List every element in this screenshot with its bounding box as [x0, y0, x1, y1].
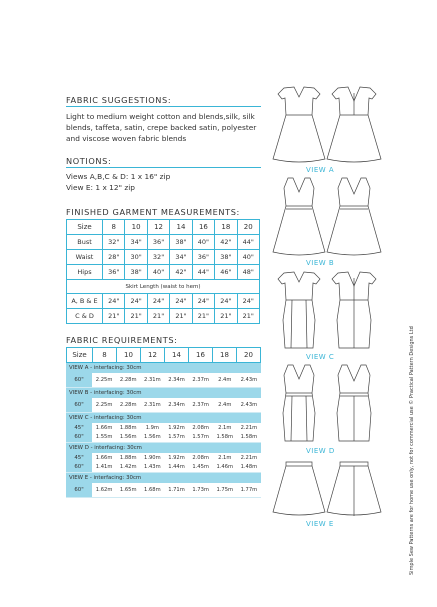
table-row — [66, 423, 261, 443]
table-cell: 2.25m — [95, 377, 113, 383]
value-60: 1.45m — [192, 464, 209, 470]
table-cell: 48" — [237, 265, 259, 280]
table-cell — [189, 453, 213, 472]
table-cell: 2.37m — [192, 377, 209, 383]
table-cell: 1.65m — [119, 487, 137, 493]
table-cell: 1.73m — [192, 487, 209, 493]
value-45: 1.90m — [144, 455, 161, 461]
value-60: 1.46m — [216, 464, 234, 470]
value-60: 1.42m — [119, 464, 137, 470]
fabric-suggestions-rule — [66, 106, 261, 107]
size-cell: 20 — [244, 351, 253, 359]
view-d-label: VIEW D — [306, 447, 335, 455]
measurements-header-cell: Size — [67, 220, 103, 235]
notions-rule — [66, 167, 261, 168]
fabric-width — [66, 423, 92, 442]
value-60: 1.58m — [216, 434, 234, 440]
table-cell: 24" — [170, 294, 192, 309]
table-cell: 2.28m — [119, 377, 137, 383]
measurements-header-cell: 10 — [125, 220, 147, 235]
table-cell: 1.77m — [240, 487, 258, 493]
table-cell — [213, 423, 237, 442]
view-a-drawing — [270, 85, 385, 167]
table-cell: 21" — [103, 309, 125, 324]
table-cell — [140, 423, 164, 442]
table-cell: 32" — [103, 235, 125, 250]
table-row — [66, 398, 261, 413]
table-cell: 38" — [125, 265, 147, 280]
table-cell: 21" — [147, 309, 169, 324]
value-60: 1.41m — [95, 464, 113, 470]
value-45: 2.08m — [192, 455, 209, 461]
table-cell: 24" — [192, 294, 214, 309]
value-45: 2.21m — [240, 455, 258, 461]
table-cell: 24" — [215, 294, 237, 309]
table-cell: 24" — [125, 294, 147, 309]
value-45: 2.1m — [218, 455, 232, 461]
table-row — [66, 453, 261, 473]
size-cell: 16 — [189, 348, 213, 362]
table-cell: 21" — [237, 309, 259, 324]
table-cell: 30" — [125, 250, 147, 265]
table-cell: 40" — [237, 250, 259, 265]
table-cell — [237, 423, 261, 442]
measurements-header-cell: 20 — [237, 220, 259, 235]
view-b-header: VIEW B - interfacing: 30cm — [66, 388, 261, 398]
view-e-header: VIEW E - interfacing: 30cm — [66, 473, 261, 483]
view-b-label: VIEW B — [306, 259, 335, 267]
table-cell — [237, 453, 261, 472]
table-cell — [164, 453, 188, 472]
table-cell: 1.68m — [144, 487, 161, 493]
measurements-header-cell: 18 — [215, 220, 237, 235]
table-cell: 1.71m — [168, 487, 185, 493]
value-45: 2.21m — [240, 425, 258, 431]
row-label: Waist — [67, 250, 103, 265]
table-cell: 2.34m — [168, 402, 185, 408]
table-row — [66, 483, 261, 498]
row-label: C & D — [67, 309, 103, 324]
table-cell: 2.34m — [168, 377, 185, 383]
table-row — [67, 280, 260, 294]
table-cell: 36" — [147, 235, 169, 250]
table-cell: 36" — [192, 250, 214, 265]
requirements-title: FABRIC REQUIREMENTS: — [66, 335, 178, 345]
notions-line-2: View E: 1 x 12" zip — [66, 183, 135, 192]
table-cell: 2.4m — [218, 402, 232, 408]
table-cell: 1.62m — [95, 487, 113, 493]
table-cell: 32" — [147, 250, 169, 265]
width-60: 60" — [74, 464, 84, 470]
fabric-width: 60" — [66, 373, 92, 387]
table-cell: 2.31m — [144, 402, 161, 408]
table-cell — [213, 453, 237, 472]
view-b-drawing — [270, 176, 385, 258]
table-cell: 2.43m — [240, 402, 258, 408]
width-45: 45" — [74, 425, 84, 431]
table-row — [67, 250, 260, 265]
measurements-title: FINISHED GARMENT MEASUREMENTS: — [66, 207, 240, 217]
value-45: 1.66m — [95, 425, 113, 431]
view-a-label: VIEW A — [306, 166, 335, 174]
table-cell: 2.4m — [218, 377, 232, 383]
table-cell: 2.28m — [119, 402, 137, 408]
table-cell: 38" — [170, 235, 192, 250]
table-cell — [164, 423, 188, 442]
table-cell: 2.43m — [240, 377, 258, 383]
value-60: 1.56m — [144, 434, 161, 440]
requirements-table — [66, 347, 261, 498]
table-cell: 42" — [170, 265, 192, 280]
view-c-drawing — [270, 270, 385, 352]
table-cell — [140, 453, 164, 472]
view-e-drawing — [270, 460, 385, 520]
table-cell: 24" — [147, 294, 169, 309]
table-cell: 34" — [125, 235, 147, 250]
width-60: 60" — [74, 434, 84, 440]
table-row — [67, 265, 260, 280]
fabric-width: 60" — [66, 398, 92, 412]
table-cell: 38" — [215, 250, 237, 265]
table-row — [66, 373, 261, 388]
view-d-drawing — [270, 363, 385, 445]
value-45: 1.88m — [119, 455, 137, 461]
size-cell: 18 — [213, 348, 237, 362]
fabric-suggestions-text: Light to medium weight cotton and blends,silk, silk blends, taffeta, satin, crepe backed satin, polyester and viscose woven fabric blends — [66, 112, 257, 143]
table-cell: 40" — [192, 235, 214, 250]
value-45: 1.66m — [95, 455, 113, 461]
measurements-header-row — [67, 220, 260, 235]
table-row — [67, 235, 260, 250]
value-45: 1.9m — [145, 425, 159, 431]
row-label: A, B & E — [67, 294, 103, 309]
value-45: 1.92m — [168, 455, 185, 461]
table-cell: 44" — [237, 235, 259, 250]
table-cell — [116, 453, 140, 472]
table-cell: 46" — [215, 265, 237, 280]
measurements-header-cell: 8 — [103, 220, 125, 235]
fabric-width — [66, 453, 92, 472]
fabric-width: 60" — [66, 483, 92, 497]
table-cell: 34" — [170, 250, 192, 265]
view-a-header: VIEW A - interfacing: 30cm — [66, 363, 261, 373]
view-c-header: VIEW C - interfacing: 30cm — [66, 413, 261, 423]
measurements-header-cell: 12 — [147, 220, 169, 235]
measurements-table — [66, 219, 260, 324]
table-row — [67, 294, 260, 309]
requirements-size-row — [66, 347, 261, 363]
table-cell: 2.37m — [192, 402, 209, 408]
table-cell — [92, 453, 116, 472]
view-e-label: VIEW E — [306, 520, 334, 528]
measurements-header-cell: 16 — [192, 220, 214, 235]
table-cell — [116, 423, 140, 442]
width-45: 45" — [74, 455, 84, 461]
table-cell: 1.75m — [216, 487, 234, 493]
skirt-length-label: Skirt Length (waist to hem) — [67, 280, 260, 294]
table-cell: 2.25m — [95, 402, 113, 408]
value-45: 1.88m — [119, 425, 137, 431]
size-cell: 10 — [117, 348, 141, 362]
row-label: Bust — [67, 235, 103, 250]
value-45: 1.92m — [168, 425, 185, 431]
value-45: 2.1m — [218, 425, 232, 431]
value-45: 2.08m — [192, 425, 209, 431]
value-60: 1.58m — [240, 434, 258, 440]
table-cell: 21" — [215, 309, 237, 324]
table-cell: 40" — [147, 265, 169, 280]
table-cell: 42" — [215, 235, 237, 250]
size-cell: 8 — [93, 348, 117, 362]
value-60: 1.57m — [192, 434, 209, 440]
value-60: 1.57m — [168, 434, 185, 440]
table-row — [67, 309, 260, 324]
value-60: 1.43m — [144, 464, 161, 470]
table-cell: 24" — [237, 294, 259, 309]
table-cell: 28" — [103, 250, 125, 265]
table-cell — [92, 423, 116, 442]
table-cell — [189, 423, 213, 442]
row-label: Hips — [67, 265, 103, 280]
view-d-header: VIEW D - interfacing: 30cm — [66, 443, 261, 453]
value-60: 1.56m — [119, 434, 137, 440]
copyright-notice: Simple Sew Patterns are for home use only, not for commercial use © Practical Pattern Designs Ltd — [409, 326, 415, 575]
value-60: 1.44m — [168, 464, 185, 470]
value-60: 1.55m — [95, 434, 113, 440]
notions-title: NOTIONS: — [66, 156, 112, 166]
size-cell: 14 — [165, 348, 189, 362]
size-cell: 12 — [141, 348, 165, 362]
table-cell: 24" — [103, 294, 125, 309]
table-cell: 21" — [125, 309, 147, 324]
fabric-suggestions-title: FABRIC SUGGESTIONS: — [66, 95, 172, 105]
notions-line-1: Views A,B,C & D: 1 x 16" zip — [66, 172, 171, 181]
table-cell: 44" — [192, 265, 214, 280]
table-cell: 2.31m — [144, 377, 161, 383]
table-cell: 21" — [170, 309, 192, 324]
table-cell: 21" — [192, 309, 214, 324]
table-cell: 36" — [103, 265, 125, 280]
value-60: 1.48m — [240, 464, 258, 470]
measurements-header-cell: 14 — [170, 220, 192, 235]
view-c-label: VIEW C — [306, 353, 335, 361]
size-label: Size — [67, 348, 93, 362]
